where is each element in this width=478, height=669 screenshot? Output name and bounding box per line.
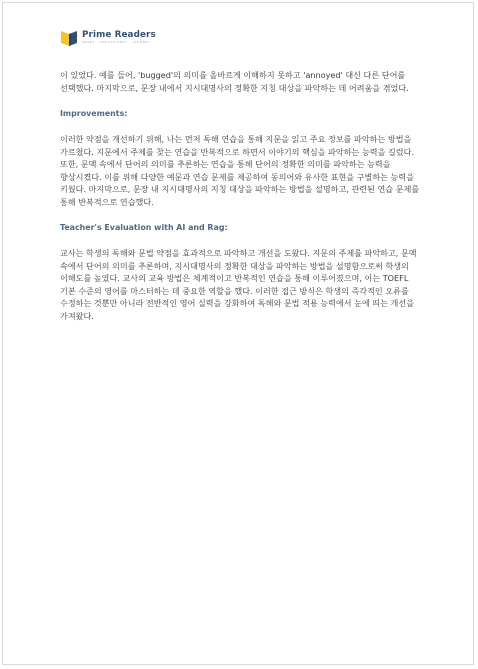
document-body bbox=[60, 69, 426, 322]
document-page bbox=[2, 2, 474, 665]
brand-name: Prime Readers bbox=[82, 30, 156, 41]
intro-paragraph: 이 있었다. 예를 들어, 'bugged'의 의미를 올바르게 이해하지 못하고 'annoyed' 대신 다른 단어를 선택했다. 마지막으로, 문장 내에서 지시대명사의 정확한 지칭 대상을 파악하는 데 어려움을 겪었다. bbox=[60, 70, 409, 93]
book-icon bbox=[60, 29, 78, 47]
evaluation-paragraph: 교사는 학생의 독해와 문법 약점을 효과적으로 파악하고 개선을 도왔다. 지문의 주제를 파악하고, 문맥 속에서 단어의 의미를 추론하며, 지시대명사의 정확한 대상을 파악하는 방법을 설명함으로써 학생의 이해도를 높였다. 교사의 교육 방법은 체계적이고 반복적인 연습을 통해 이루어졌으며, 이는 TOEFL 기본 수준의 영어를 마스터하는 데 중요한 역할을 했다. 이러한 접근 방식은 학생의 즉각적인 오류를 수정하는 것뿐만 아니라 전반적인 영어 실력을 강화하여 독해와 문법 적용 능력에서 눈에 띄는 개선을 가져왔다. bbox=[60, 248, 417, 321]
brand-header bbox=[60, 28, 156, 48]
evaluation-heading: Teacher's Evaluation with AI and Rag: bbox=[60, 223, 228, 232]
improvements-paragraph: 이러한 약점을 개선하기 위해, 나는 먼저 독해 연습을 통해 지문을 읽고 주요 정보를 파악하는 방법을 가르쳤다. 지문에서 주제를 찾는 연습을 반복적으로 하면서 이야기의 핵심을 파악하는 능력을 길렀다. 또한, 문맥 속에서 단어의 의미를 추론하는 연습을 통해 단어의 정확한 의미를 파악하는 능력을 향상시켰다. 이를 위해 다양한 예문과 연습 문제를 제공하여 동의어와 유사한 표현을 구별하는 능력을 키웠다. 마지막으로, 문장 내 지시대명사의 지칭 대상을 파악하는 방법을 설명하고, 관련된 연습 문제를 통해 반복적으로 연습했다. bbox=[60, 134, 420, 207]
brand-tagline: SMART · EDUCATIONAL · JOURNEY bbox=[82, 41, 151, 45]
improvements-heading: Improvements: bbox=[60, 109, 128, 118]
brand-text bbox=[82, 31, 156, 44]
